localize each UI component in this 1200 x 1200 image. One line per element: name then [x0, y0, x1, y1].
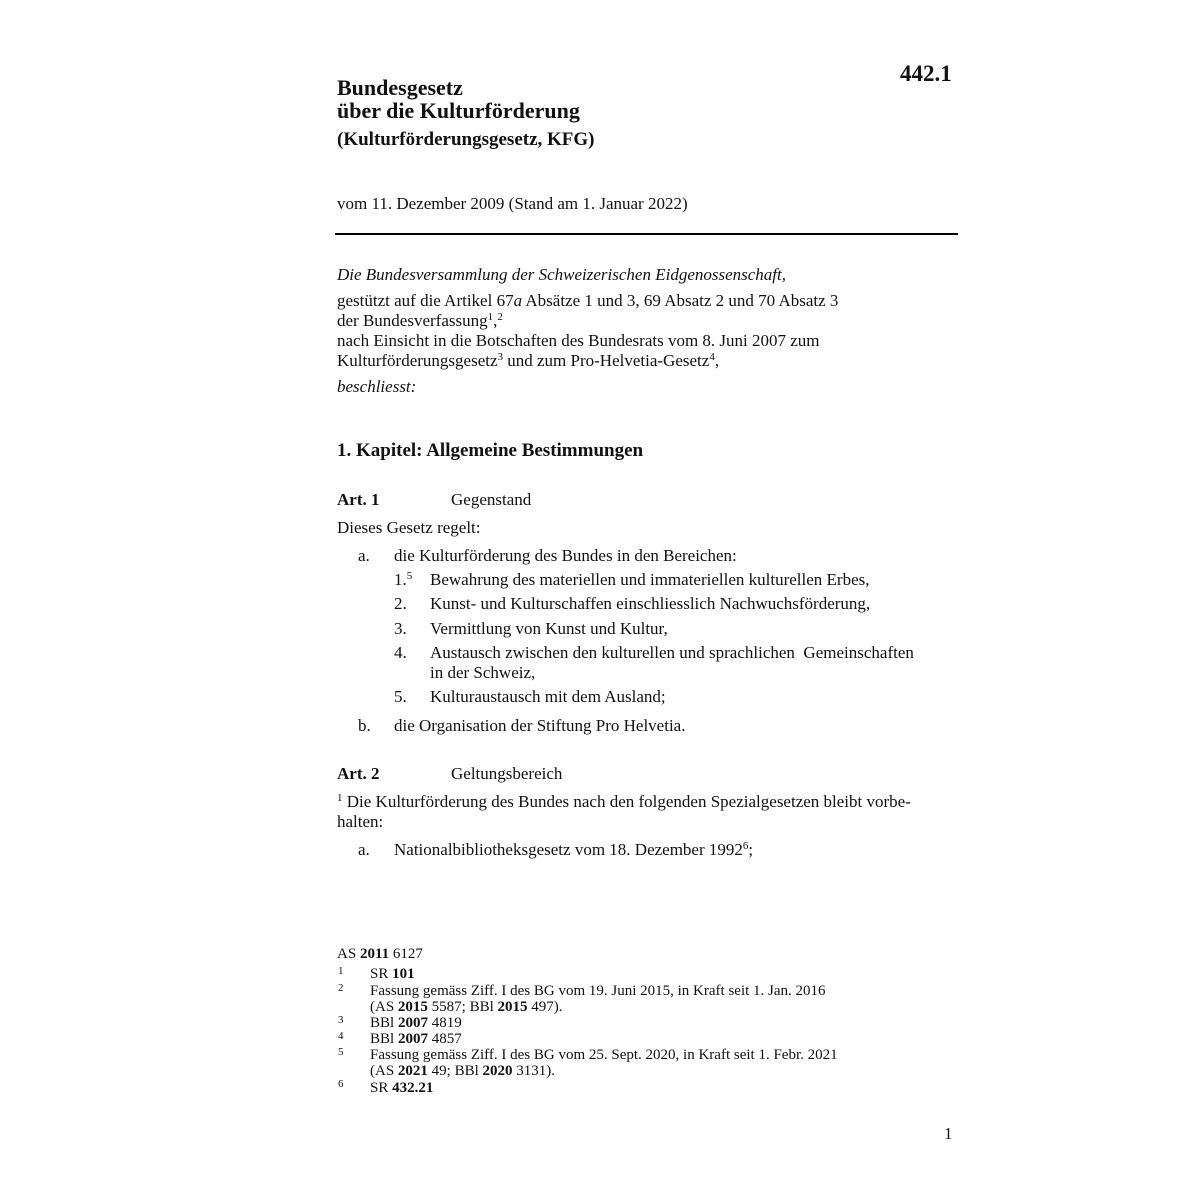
footnote-4: BBl 2007 4857: [370, 1031, 462, 1047]
art1-item-2-num: 2.: [394, 594, 407, 613]
preamble-line-3: nach Einsicht in die Botschaften des Bundesrats vom 8. Juni 2007 zum: [337, 331, 820, 350]
footnote-3-num: 3: [338, 1014, 344, 1026]
art1-title: Gegenstand: [451, 490, 532, 509]
art1-item-1-num: 1.$^5$: [394, 570, 413, 589]
footnote-6-num: 6: [338, 1078, 344, 1090]
footnote-2-line2: (AS 2015 5587; BBl 2015 497).: [370, 999, 563, 1015]
header-divider: [335, 233, 958, 235]
art1-item-4-num: 4.: [394, 643, 407, 662]
footnote-2-num: 2: [338, 982, 344, 994]
art1-item-5-num: 5.: [394, 687, 407, 706]
art1-b-text: die Organisation der Stiftung Pro Helvetia.: [394, 716, 686, 735]
art1-item-1-text: Bewahrung des materiellen und immateriellen kulturellen Erbes,: [430, 570, 870, 589]
title-line-1: Bundesgesetz: [337, 75, 463, 100]
subtitle: (Kulturförderungsgesetz, KFG): [337, 129, 595, 150]
art1-a-text: die Kulturförderung des Bundes in den Bereichen:: [394, 546, 737, 565]
art1-a-label: a.: [358, 546, 370, 565]
footnote-5-num: 5: [338, 1046, 344, 1058]
art1-b-label: b.: [358, 716, 371, 735]
footnote-5-line2: (AS 2021 49; BBl 2020 3131).: [370, 1063, 556, 1079]
art2-a-label: a.: [358, 840, 370, 859]
footnote-6: SR 432.21: [370, 1080, 434, 1096]
preamble-assembly: Die Bundesversammlung der Schweizerischen Eidgenossenschaft,: [337, 265, 786, 284]
art1-item-4-text-cont: in der Schweiz,: [430, 663, 536, 682]
footnote-1-num: 1: [338, 965, 344, 977]
footnote-5-line1: Fassung gemäss Ziff. I des BG vom 25. Sept. 2020, in Kraft seit 1. Febr. 2021: [370, 1047, 838, 1063]
footnote-2-line1: Fassung gemäss Ziff. I des BG vom 19. Juni 2015, in Kraft seit 1. Jan. 2016: [370, 983, 826, 999]
art1-item-4-text: Austausch zwischen den kulturellen und sprachlichen Gemeinschaften: [430, 643, 914, 662]
art1-label: Art. 1: [337, 490, 380, 509]
preamble-line-2: der Bundesverfassung$^1$,$^2$: [337, 311, 503, 330]
art1-item-5-text: Kulturaustausch mit dem Ausland;: [430, 687, 666, 706]
art1-item-2-text: Kunst- und Kulturschaffen einschliesslich Nachwuchsförderung,: [430, 594, 871, 613]
preamble-beschliesst: beschliesst:: [337, 377, 417, 396]
footnote-4-num: 4: [338, 1030, 344, 1042]
preamble-line-4: Kulturförderungsgesetz$^3$ und zum Pro-Helvetia-Gesetz$^4$,: [337, 351, 720, 370]
page-number: 1: [944, 1124, 953, 1143]
title-line-2: über die Kulturförderung: [337, 98, 580, 123]
art2-label: Art. 2: [337, 764, 380, 783]
art1-item-3-num: 3.: [394, 619, 407, 638]
footnote-1: SR 101: [370, 966, 415, 982]
date-line: vom 11. Dezember 2009 (Stand am 1. Januar 2022): [337, 194, 688, 213]
as-citation: AS 2011 6127: [337, 946, 423, 962]
preamble-line-1: gestützt auf die Artikel 67a Absätze 1 und 3, 69 Absatz 2 und 70 Absatz 3: [337, 291, 839, 310]
art1-intro: Dieses Gesetz regelt:: [337, 518, 481, 537]
art2-title: Geltungsbereich: [451, 764, 563, 783]
footnote-3: BBl 2007 4819: [370, 1015, 462, 1031]
sr-number: 442.1: [900, 61, 952, 86]
chapter-heading: 1. Kapitel: Allgemeine Bestimmungen: [337, 440, 644, 461]
art1-item-3-text: Vermittlung von Kunst und Kultur,: [430, 619, 668, 638]
art2-a-text: Nationalbibliotheksgesetz vom 18. Dezember 1992$^6$;: [394, 840, 754, 859]
art2-para1-line1: $^1$ Die Kulturförderung des Bundes nach den folgenden Spezialgesetzen bleibt vorbe-: [337, 792, 911, 811]
art2-para1-line2: halten:: [337, 812, 384, 831]
